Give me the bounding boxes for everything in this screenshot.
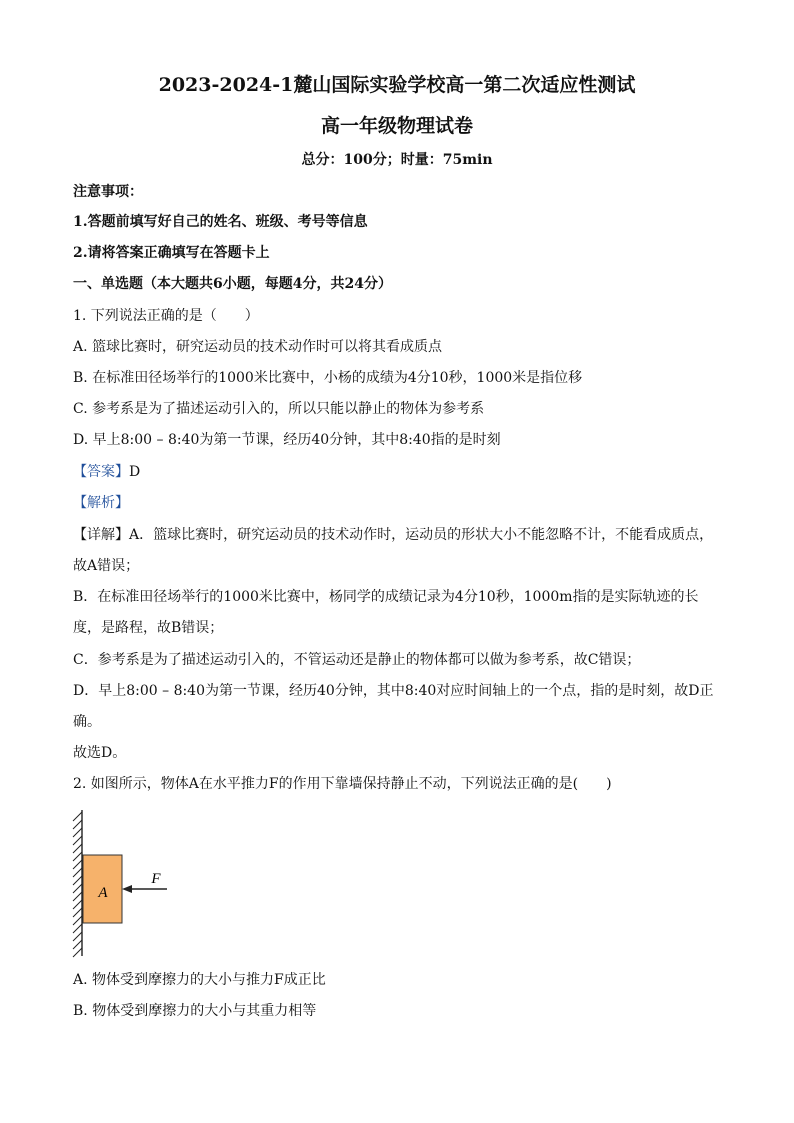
answer-value: D: [129, 464, 141, 480]
q1-stem: 1. 下列说法正确的是（ ）: [73, 308, 259, 324]
q1-detail-7: 确。: [73, 714, 101, 730]
score-info: 总分：100分；时量：75min: [301, 152, 493, 168]
q1-detail-6: D．早上8:00 – 8:40为第一节课，经历40分钟，其中8:40对应时间轴上的一个点，指的是时刻，故D正: [73, 683, 714, 699]
block-a-label: A: [98, 885, 108, 901]
q1-detail-5: C．参考系是为了描述运动引入的，不管运动还是静止的物体都可以做为参考系，故C错误；: [73, 652, 641, 668]
q1-detail-2: 故A错误；: [73, 558, 140, 574]
q1-detail-3: B．在标准田径场举行的1000米比赛中，杨同学的成绩记录为4分10秒，1000m指的是实际轨迹的长: [73, 589, 699, 605]
exam-subtitle: 高一年级物理试卷: [320, 115, 473, 137]
q1-detail-1: 【详解】A．篮球比赛时，研究运动员的技术动作时，运动员的形状大小不能忽略不计，不能看成质点，: [73, 527, 714, 543]
force-label: F: [151, 871, 161, 887]
q1-detail-4: 度，是路程，故B错误；: [73, 620, 224, 636]
q2-stem: 2. 如图所示，物体A在水平推力F的作用下靠墙保持静止不动，下列说法正确的是( ): [73, 776, 612, 792]
q1-option-d: D. 早上8:00 – 8:40为第一节课，经历40分钟，其中8:40指的是时刻: [73, 432, 501, 448]
notice-item-2: 2.请将答案正确填写在答题卡上: [73, 245, 270, 261]
wall-block-diagram: [70, 808, 180, 958]
section-heading: 一、单选题（本大题共6小题，每题4分，共24分）: [73, 276, 392, 292]
q1-conclusion: 故选D。: [73, 745, 127, 761]
q2-option-b: B. 物体受到摩擦力的大小与其重力相等: [73, 1003, 317, 1019]
exam-title: 2023-2024-1麓山国际实验学校高一第二次适应性测试: [158, 74, 636, 96]
answer-tag: 【答案】: [73, 464, 129, 480]
analysis-tag: 【解析】: [73, 495, 129, 511]
wall-hatch: [73, 810, 82, 957]
q1-option-c: C. 参考系是为了描述运动引入的，所以只能以静止的物体为参考系: [73, 401, 485, 417]
q2-option-a: A. 物体受到摩擦力的大小与推力F成正比: [73, 972, 326, 988]
q1-option-b: B. 在标准田径场举行的1000米比赛中，小杨的成绩为4分10秒，1000米是指位移: [73, 370, 583, 386]
notice-heading: 注意事项：: [73, 184, 143, 200]
q1-answer: [73, 462, 140, 482]
notice-item-1: 1.答题前填写好自己的姓名、班级、考号等信息: [73, 214, 368, 230]
q1-option-a: A. 篮球比赛时，研究运动员的技术动作时可以将其看成质点: [73, 339, 443, 355]
